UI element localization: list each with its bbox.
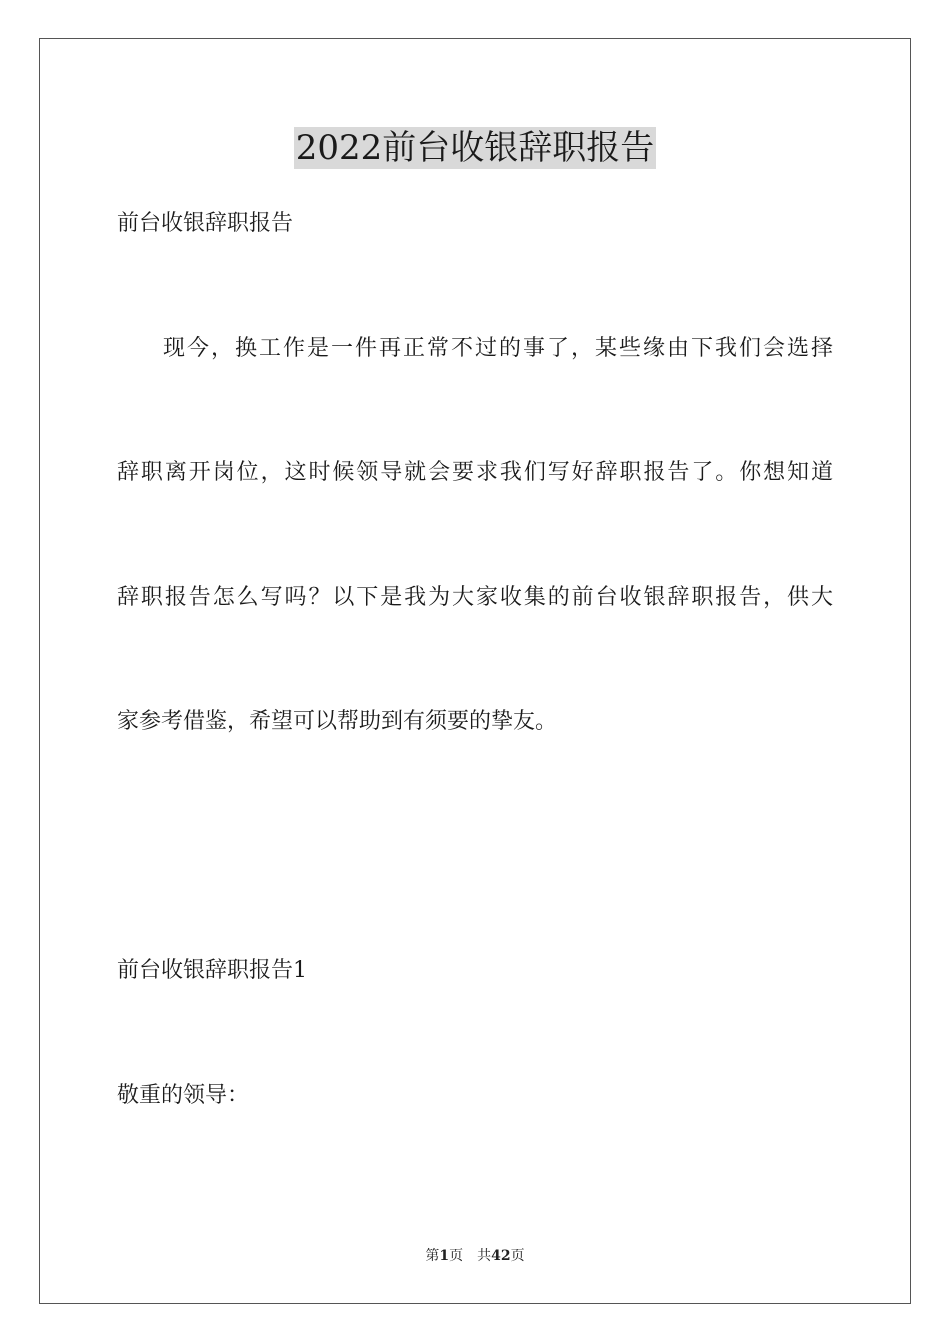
- footer-page-total: 42: [491, 1248, 511, 1264]
- salutation: 敬重的领导：: [117, 1083, 250, 1108]
- footer-total-suffix: 页: [510, 1248, 525, 1264]
- section-heading: 前台收银辞职报告1: [117, 958, 307, 983]
- intro-line-1: 现今，换工作是一件再正常不过的事了，某些缘由下我们会选择: [163, 336, 833, 361]
- document-title-text: 2022前台收银辞职报告: [295, 128, 655, 168]
- footer-page-suffix: 页: [449, 1248, 464, 1264]
- intro-line-3: 辞职报告怎么写吗？以下是我为大家收集的前台收银辞职报告，供大: [117, 585, 833, 610]
- footer-page-prefix: 第: [425, 1248, 440, 1264]
- document-subtitle: 前台收银辞职报告: [117, 211, 294, 236]
- document-title: [0, 127, 950, 169]
- footer-page-current: 1: [439, 1248, 450, 1264]
- footer-total-prefix: 共: [477, 1248, 492, 1264]
- intro-line-4: 家参考借鉴，希望可以帮助到有须要的挚友。: [117, 709, 558, 734]
- intro-line-2: 辞职离开岗位，这时候领导就会要求我们写好辞职报告了。你想知道: [117, 460, 833, 485]
- page-footer: [0, 1246, 950, 1266]
